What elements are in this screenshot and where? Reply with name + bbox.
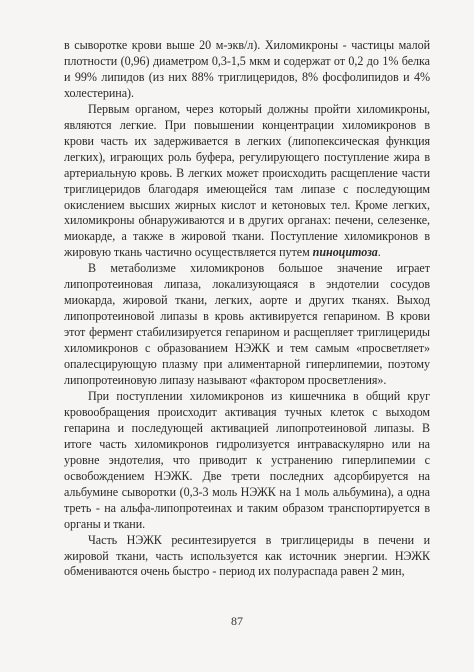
paragraph-2-text-end: . (377, 245, 381, 260)
paragraph-4 (64, 389, 430, 533)
paragraph-3-text: В метаболизме хиломикронов большое значение играет липопротеиновая липаза, локализующаяся в эндотелии сосудов миокарда, жировой ткани, легких, аорте и других тканях. Выход липопротеиновой липазы в кровь активируется гепарином. В крови этот фермент стабилизируется гепарином и расщепляет триглицериды хиломикронов с образованием НЭЖК и тем самым «просветляет» опалесцирующую плазму при алиментарной гиперлипемии, поэтому липопротеиновую липазу называют «фактором просветления». (64, 261, 430, 388)
paragraph-1 (64, 38, 430, 102)
paragraph-5 (64, 533, 430, 581)
paragraph-1-text: в сыворотке крови выше 20 м-экв/л). Хиломикроны - частицы малой плотности (0,96) диаметром 0,3-1,5 мкм и содержат от 0,2 до 1% белка и 99% липидов (из них 88% триглицеридов, 8% фосфолипидов и 4% холестерина). (64, 38, 430, 100)
paragraph-5-text: Часть НЭЖК ресинтезируется в триглицериды в печени и жировой ткани, часть используется как источник энергии. НЭЖК обмениваются очень быстро - период их полураспада равен 2 мин, (64, 532, 430, 579)
page-number: 87 (231, 614, 243, 628)
paragraph-4-text: При поступлении хиломикронов из кишечника в общий круг кровообращения происходит активация тучных клеток с выходом гепарина и последующей активацией липопротеиновой липазы. В итоге часть хиломикронов гидролизуется интраваскулярно или на уровне эндотелия, что приводит к устранению гиперлипемии с освобождением НЭЖК. Две трети последних адсорбируется на альбумине сыворотки (0,3-3 моль НЭЖК на 1 моль альбумина), а одна треть - на альфа-липопротеинах и таким образом транспортируется в органы и ткани. (64, 388, 430, 531)
paragraph-2-text: Первым органом, через который должны пройти хиломикроны, являются легкие. При повышении концентрации хиломикронов в крови часть их задерживается в легких (липопексическая функция легких), играющих роль буфера, регулирующего поступление жира в артериальную кровь. В легких может происходить расщепление части триглицеридов благодаря имеющейся там липазе с последующим окислением высших жирных кислот и кетоновых тел. Кроме легких, хиломикроны обнаруживаются и в других органах: печени, селезенке, миокарде, а также в жировой ткани. Поступление хиломикронов в жировую ткань частично осуществляется путем (64, 101, 430, 260)
term-pinocytosis: пиноцитоза (312, 245, 378, 260)
paragraph-3 (64, 261, 430, 389)
paragraph-2 (64, 102, 430, 262)
